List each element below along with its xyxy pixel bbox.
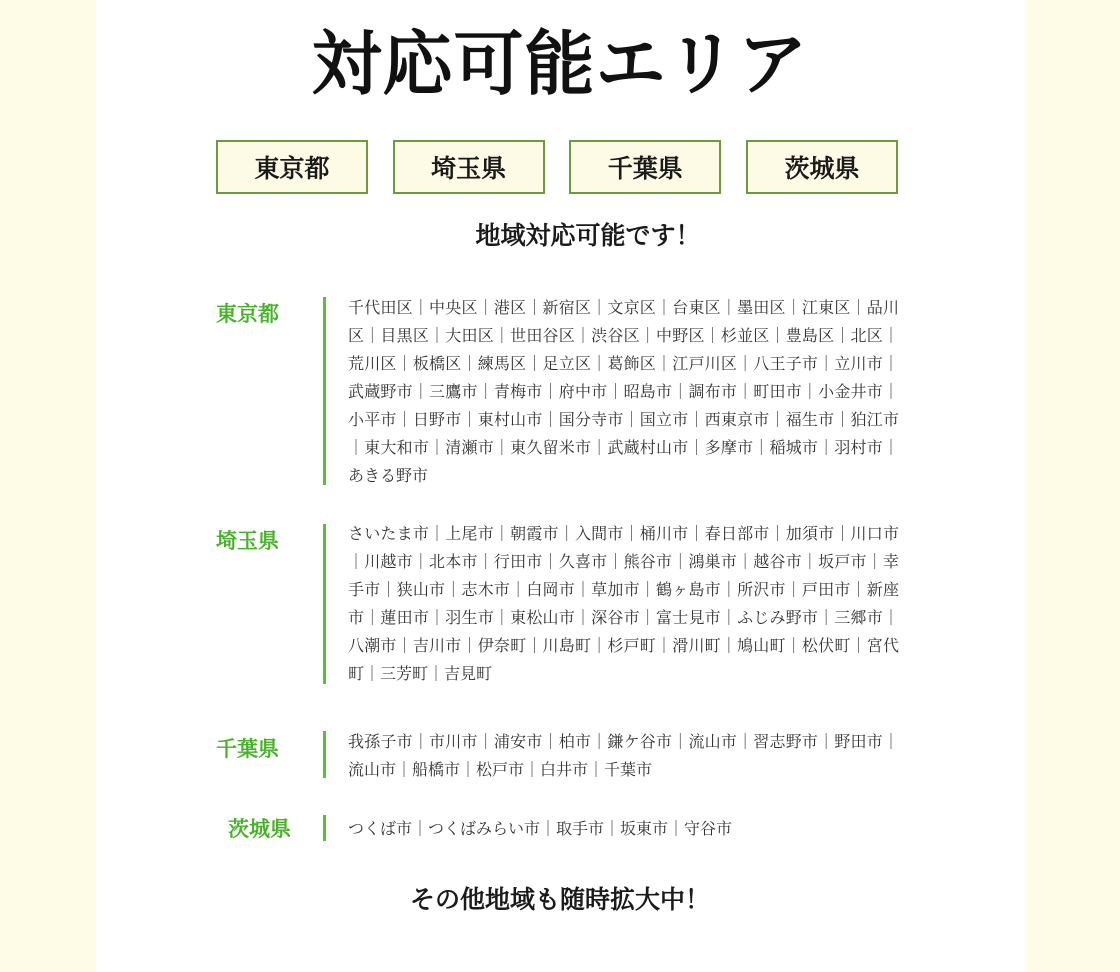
pref-button-ibaraki[interactable]: 茨城県 [746,140,898,194]
section-divider-tokyo [323,297,326,485]
section-label-saitama: 埼玉県 [216,529,279,553]
page-title: 対応可能エリア [311,23,809,105]
section-divider-ibaraki [323,815,326,841]
city-list-ibaraki: つくば市｜つくばみらい市｜取手市｜坂東市｜守谷市 [348,819,733,838]
footer-message: その他地域も随時拡大中！ [409,885,710,914]
pref-button-saitama[interactable]: 埼玉県 [393,140,545,194]
pref-button-tokyo[interactable]: 東京都 [216,140,368,194]
pref-button-chiba[interactable]: 千葉県 [569,140,721,194]
section-divider-chiba [323,731,326,778]
prefecture-button-group [216,140,898,194]
city-list-tokyo: 千代田区｜中央区｜港区｜新宿区｜文京区｜台東区｜墨田区｜江東区｜品川区｜目黒区｜大田区｜世田谷区｜渋谷区｜中野区｜杉並区｜豊島区｜北区｜荒川区｜板橋区｜練馬区｜足立区｜葛飾区｜江戸川区｜八王子市｜立川市｜武蔵野市｜三鷹市｜青梅市｜府中市｜昭島市｜調布市｜町田市｜小金井市｜小平市｜日野市｜東村山市｜国分寺市｜国立市｜西東京市｜福生市｜狛江市｜東大和市｜清瀬市｜東久留米市｜武蔵村山市｜多摩市｜稲城市｜羽村市｜あきる野市 [348,298,899,485]
city-list-chiba: 我孫子市｜市川市｜浦安市｜柏市｜鎌ケ谷市｜流山市｜習志野市｜野田市｜流山市｜船橋市｜松戸市｜白井市｜千葉市 [348,732,899,779]
section-label-tokyo: 東京都 [216,302,279,326]
section-divider-saitama [323,524,326,684]
section-label-chiba: 千葉県 [216,737,279,761]
city-list-saitama: さいたま市｜上尾市｜朝霞市｜入間市｜桶川市｜春日部市｜加須市｜川口市｜川越市｜北本市｜行田市｜久喜市｜熊谷市｜鴻巣市｜越谷市｜坂戸市｜幸手市｜狭山市｜志木市｜白岡市｜草加市｜鶴ヶ島市｜所沢市｜戸田市｜新座市｜蓮田市｜羽生市｜東松山市｜深谷市｜富士見市｜ふじみ野市｜三郷市｜八潮市｜吉川市｜伊奈町｜川島町｜杉戸町｜滑川町｜鳩山町｜松伏町｜宮代町｜三芳町｜吉見町 [348,524,899,683]
section-label-ibaraki: 茨城県 [228,817,291,841]
subtitle: 地域対応可能です！ [475,221,701,250]
